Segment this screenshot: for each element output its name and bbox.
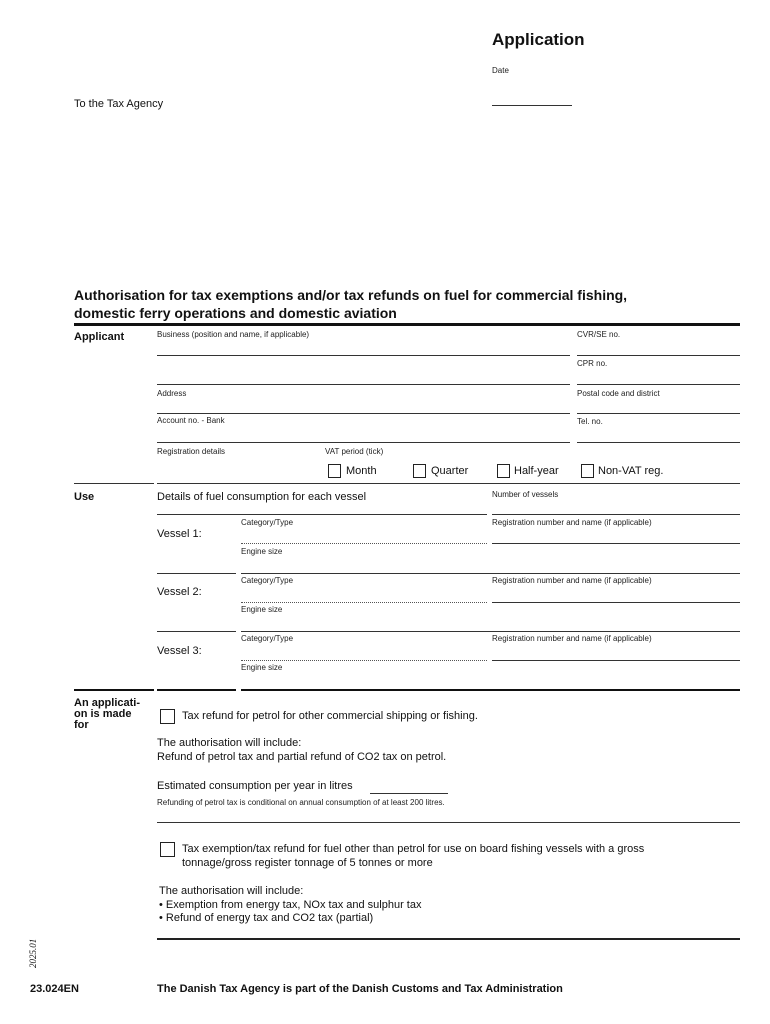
- title-rule: [74, 323, 740, 326]
- fuel-exemption-checkbox[interactable]: [160, 842, 175, 857]
- cpr-input[interactable]: [577, 369, 737, 383]
- account-line: [157, 442, 570, 443]
- vessel1-label: Vessel 1:: [157, 528, 202, 540]
- vessel2-engine-line: [241, 631, 740, 632]
- vessel2-registration-input[interactable]: [492, 587, 737, 601]
- option2-includes-text: The authorisation will include:: [159, 885, 304, 897]
- vessel1-engine-input[interactable]: [241, 558, 736, 572]
- page-title: Application: [492, 30, 585, 49]
- vessel3-category-input[interactable]: [241, 645, 481, 659]
- vessel1-registration-line: [492, 543, 740, 544]
- cvr-label: CVR/SE no.: [577, 330, 621, 339]
- applicant-section-end: [74, 483, 154, 484]
- vessel3-name-line: [157, 689, 236, 691]
- agency-note: The Danish Tax Agency is part of the Danish Customs and Tax Administration: [157, 983, 563, 995]
- option1-includes-text: The authorisation will include:: [157, 737, 302, 749]
- vat-non-vat-label: Non-VAT reg.: [598, 465, 664, 477]
- business-input[interactable]: [157, 340, 567, 354]
- tel-line: [577, 442, 740, 443]
- vessel2-category-label: Category/Type: [241, 576, 294, 585]
- estimated-consumption-label: Estimated consumption per year in litres: [157, 780, 353, 792]
- vessel3-engine-input[interactable]: [241, 674, 736, 688]
- number-vessels-line: [492, 514, 740, 515]
- number-vessels-input[interactable]: [492, 500, 737, 514]
- postal-label: Postal code and district: [577, 389, 660, 398]
- vessel1-category-input[interactable]: [241, 529, 481, 543]
- recipient-text: To the Tax Agency: [74, 98, 164, 110]
- vat-month-checkbox[interactable]: [328, 464, 341, 478]
- form-title-line1: Authorisation for tax exemptions and/or tax refunds on fuel for commercial fishing,: [74, 287, 628, 303]
- vat-non-vat-checkbox[interactable]: [581, 464, 594, 478]
- petrol-refund-checkbox[interactable]: [160, 709, 175, 724]
- cvr-input[interactable]: [577, 340, 737, 354]
- account-label: Account no. - Bank: [157, 416, 225, 425]
- vessel1-registration-input[interactable]: [492, 529, 737, 543]
- fuel-exemption-label-line2: tonnage/gross register tonnage of 5 tonnes or more: [182, 857, 433, 869]
- applicant-section-label: Applicant: [74, 331, 125, 343]
- use-section-end: [74, 689, 154, 691]
- use-section-label: Use: [74, 491, 95, 503]
- estimated-consumption-input[interactable]: [370, 779, 448, 793]
- vat-quarter-checkbox[interactable]: [413, 464, 426, 478]
- vat-quarter-label: Quarter: [431, 465, 469, 477]
- version-number: 2025.01: [28, 938, 38, 968]
- account-input[interactable]: [157, 427, 567, 441]
- vessel3-category-line: [241, 660, 487, 661]
- business-line: [157, 355, 570, 356]
- vat-month-label: Month: [346, 465, 377, 477]
- details-line: [157, 514, 487, 515]
- fuel-details-label: Details of fuel consumption for each vessel: [157, 491, 367, 503]
- vessel2-label: Vessel 2:: [157, 586, 202, 598]
- vessel2-registration-line: [492, 602, 740, 603]
- registration-details-label: Registration details: [157, 447, 226, 456]
- vessel2-engine-label: Engine size: [241, 605, 283, 614]
- vessel1-registration-label: Registration number and name (if applicable): [492, 518, 652, 527]
- vessel3-engine-label: Engine size: [241, 663, 283, 672]
- business-label: Business (position and name, if applicable): [157, 330, 310, 339]
- vessel2-engine-input[interactable]: [241, 616, 736, 630]
- option2-item2-text: • Refund of energy tax and CO2 tax (partial): [159, 912, 374, 924]
- address-input[interactable]: [157, 398, 567, 412]
- application-section-label-1: An applicati-: [74, 697, 141, 709]
- option1-item-text: Refund of petrol tax and partial refund of CO2 tax on petrol.: [157, 751, 447, 763]
- vessel3-engine-line: [241, 689, 740, 691]
- postal-input[interactable]: [577, 398, 737, 412]
- business-line-2: [157, 384, 570, 385]
- option2-item1-text: • Exemption from energy tax, NOx tax and sulphur tax: [159, 899, 422, 911]
- option1-end-line: [157, 822, 740, 823]
- condition-note: Refunding of petrol tax is conditional on annual consumption of at least 200 litres.: [157, 798, 445, 807]
- vessel1-name-line: [157, 573, 236, 574]
- application-section-label-3: for: [74, 719, 89, 731]
- cpr-label: CPR no.: [577, 359, 608, 368]
- vessel1-engine-label: Engine size: [241, 547, 283, 556]
- vessel2-category-line: [241, 602, 487, 603]
- cpr-line: [577, 384, 740, 385]
- vessel3-registration-label: Registration number and name (if applicable): [492, 634, 652, 643]
- vessel1-category-line: [241, 543, 487, 544]
- date-input[interactable]: [492, 90, 572, 104]
- cvr-line: [577, 355, 740, 356]
- application-section-label-2: on is made: [74, 708, 132, 720]
- tel-input[interactable]: [577, 427, 737, 441]
- vat-half-year-label: Half-year: [514, 465, 559, 477]
- vessel3-category-label: Category/Type: [241, 634, 294, 643]
- number-vessels-label: Number of vessels: [492, 490, 559, 499]
- address-line: [157, 413, 570, 414]
- vat-half-year-checkbox[interactable]: [497, 464, 510, 478]
- estimated-consumption-line: [370, 793, 448, 794]
- tel-label: Tel. no.: [577, 417, 603, 426]
- option2-end-line: [157, 938, 740, 940]
- vessel2-name-line: [157, 631, 236, 632]
- vessel1-category-label: Category/Type: [241, 518, 294, 527]
- vessel1-engine-line: [241, 573, 740, 574]
- vessel3-label: Vessel 3:: [157, 645, 202, 657]
- vessel2-registration-label: Registration number and name (if applicable): [492, 576, 652, 585]
- vessel3-registration-input[interactable]: [492, 645, 737, 659]
- registration-line: [157, 483, 740, 484]
- fuel-exemption-label-line1: Tax exemption/tax refund for fuel other than petrol for use on board fishing vessels with a gross: [182, 843, 645, 855]
- form-number: 23.024EN: [30, 983, 79, 995]
- date-line: [492, 105, 572, 106]
- petrol-refund-label: Tax refund for petrol for other commercial shipping or fishing.: [182, 710, 478, 722]
- vessel2-category-input[interactable]: [241, 587, 481, 601]
- form-title-line2: domestic ferry operations and domestic aviation: [74, 305, 397, 321]
- vat-period-label: VAT period (tick): [325, 447, 384, 456]
- date-label: Date: [492, 66, 509, 75]
- postal-line: [577, 413, 740, 414]
- address-label: Address: [157, 389, 187, 398]
- vessel3-registration-line: [492, 660, 740, 661]
